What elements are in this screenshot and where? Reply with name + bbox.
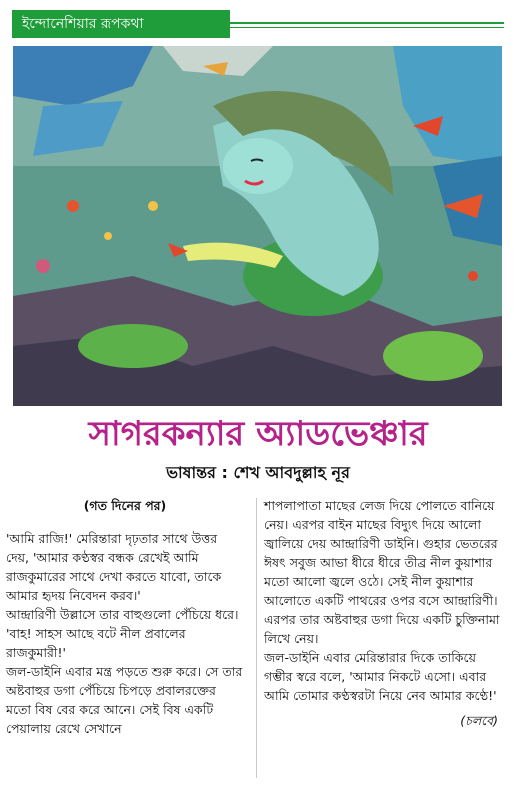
paragraph: শাপলাপাতা মাছের লেজ দিয়ে পোলতে বানিয়ে নেয়। এরপর বাইন মাছের বিদ্যুৎ দিয়ে আলো জ্বালিয়ে দেয় আন্দ্রারিণী ডাইনি। গুহার ভেতরের ঈষৎ সবুজ আভা ধীরে ধীরে তীব্র নীল কুয়াশার মতো আলো জ্বলে ওঠে। সেই নীল কুয়াশার আলোতে একটি পাথরের ওপর বসে আন্দ্রারিণী। এরপর তার অষ্টবাহুর ডগা দিয়ে একটি চুক্তিনামা লিখে নেয়।: [264, 498, 500, 646]
section-label: ইন্দোনেশিয়ার রূপকথা: [12, 10, 230, 38]
article-column-left: [6, 496, 244, 738]
header-rule: [230, 22, 504, 24]
header-rule-thin: [230, 27, 504, 28]
column-divider: [256, 498, 257, 778]
article-column-right: [264, 496, 502, 730]
mermaid-art-icon: [13, 46, 502, 406]
paragraph: আন্দ্রারিণী উল্লাসে তার বাহুগুলো পেঁচিয়ে ধরে। 'বাহ! সাহস আছে বটে নীল প্রবালের রাজকুমারী!': [6, 607, 239, 660]
mermaid-illustration: [13, 46, 502, 406]
to-be-continued-note: (চলবে): [460, 713, 498, 728]
paragraph: 'আমি রাজি!' মেরিন্তারা দৃঢ়তার সাথে উত্তর দেয়, 'আমার কণ্ঠস্বর বন্ধক রেখেই আমি রাজকুমারের সাথে দেখা করতে যাবো, তাকে আমার হৃদয় নিবেদন করব।': [6, 531, 222, 603]
section-header: [12, 10, 504, 38]
continued-note: (গত দিনের পর): [83, 498, 167, 513]
article-title: সাগরকন্যার অ্যাডভেঞ্চার: [88, 414, 428, 454]
article-byline: ভাষান্তর : শেখ আবদুল্লাহ নূর: [166, 463, 350, 482]
paragraph: জল-ডাইনি এবার মেরিন্তারার দিকে তাকিয়ে গম্ভীর স্বরে বলে, 'আমার নিকটে এসো। এবার আমি তোমার কণ্ঠস্বরটা নিয়ে নেব আমার কণ্ঠে!': [264, 650, 497, 703]
paragraph: জল-ডাইনি এবার মন্ত্র পড়তে শুরু করে। সে তার অষ্টবাহুর ডগা পেঁচিয়ে চিপড়ে প্রবালরক্তের মতো বিষ বের করে আনে। সেই বিষ একটি পেয়ালায় রেখে সেখানে: [6, 664, 243, 736]
